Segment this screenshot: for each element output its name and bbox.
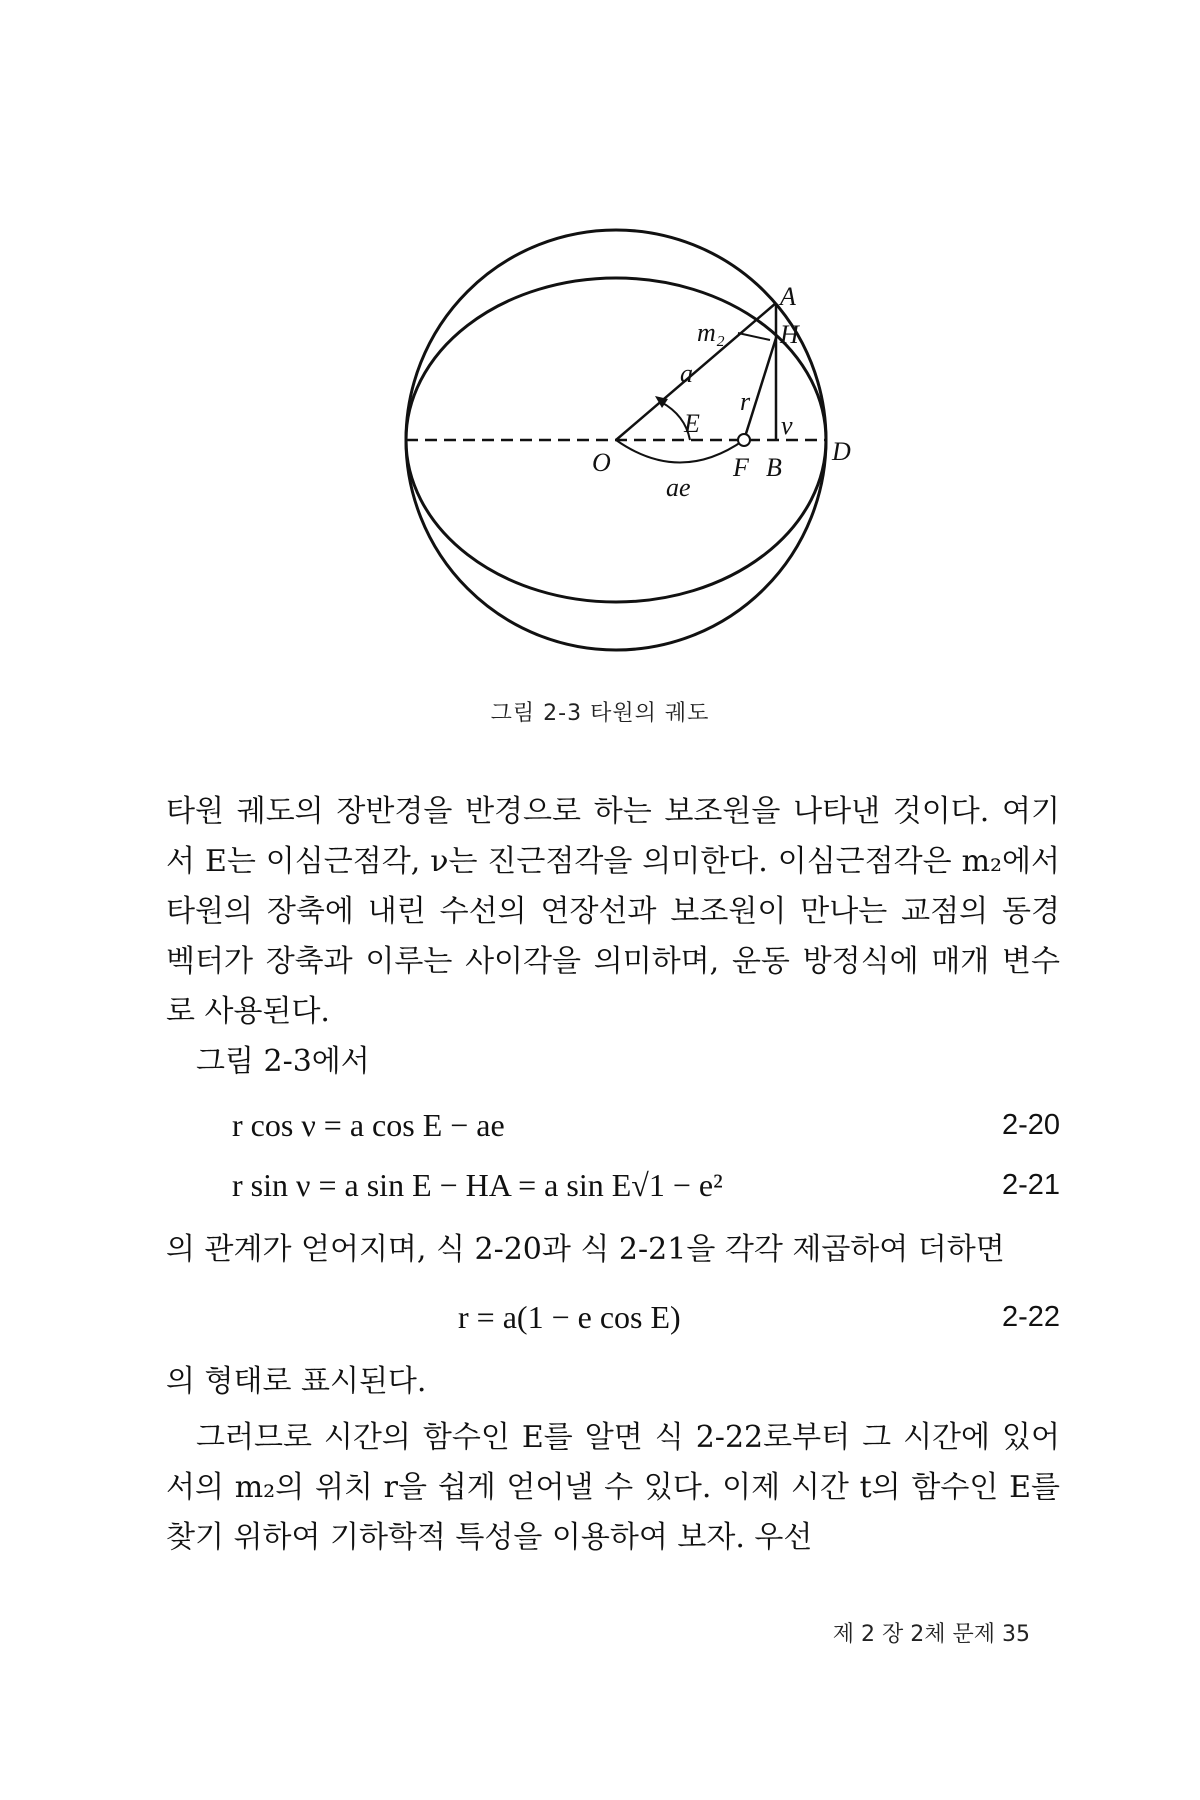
label-a-point: A <box>780 282 796 311</box>
paragraph-5: 그러므로 시간의 함수인 E를 알면 식 2-22로부터 그 시간에 있어서의 m₂의 위치 r을 쉽게 얻어낼 수 있다. 이제 시간 t의 함수인 E를 찾기 위하여 기하학적 특성을 이용하여 보자. 우선 <box>166 1420 1060 1555</box>
label-f: F <box>733 453 749 482</box>
equation-expr: r cos ν = a cos E − ae <box>232 1107 505 1143</box>
label-m2: m₂ <box>697 318 725 347</box>
paragraph-2: 그림 2-3에서 <box>196 1044 370 1079</box>
m2-pointer <box>738 333 770 340</box>
paragraph-1: 타원 궤도의 장반경을 반경으로 하는 보조원을 나타낸 것이다. 여기서 E는 이심근점각, ν는 진근점각을 의미한다. 이심근점각은 m₂에서 타원의 장축에 내린 수선의 연장선과 보조원이 만나는 교점의 동경 벡터가 장축과 이루는 사이각을 의미하며, 운동 방정식에 매개 변수로 사용된다. <box>166 794 1060 1029</box>
label-h: H <box>780 320 799 349</box>
paragraph-4: 의 형태로 표시된다. <box>166 1364 427 1399</box>
equation-number: 2-22 <box>1001 1301 1060 1333</box>
label-b: B <box>766 453 782 482</box>
paragraph-3: 의 관계가 얻어지며, 식 2-20과 식 2-21을 각각 제곱하여 더하면 <box>166 1232 1005 1267</box>
equation-number: 2-20 <box>1001 1109 1060 1141</box>
equation-2-22 <box>166 1292 1060 1342</box>
equation-expr: r sin ν = a sin E − HA = a sin E√1 − e² <box>232 1167 723 1203</box>
equation-2-20 <box>166 1100 1060 1150</box>
focus-f <box>738 434 750 446</box>
ae-arc <box>616 440 744 463</box>
label-a-radius: a <box>680 359 693 388</box>
label-nu: ν <box>781 411 793 440</box>
equation-2-21 <box>166 1160 1060 1210</box>
label-o: O <box>592 448 611 477</box>
label-d: D <box>832 437 851 466</box>
label-e-angle: E <box>684 409 700 438</box>
page-footer: 제 2 장 2체 문제 35 <box>832 1622 1030 1647</box>
equation-number: 2-21 <box>1001 1169 1060 1201</box>
figure-caption: 그림 2-3 타원의 궤도 <box>490 701 710 726</box>
label-ae: ae <box>666 473 691 502</box>
label-r: r <box>740 387 751 416</box>
orbit-figure <box>0 0 1200 800</box>
equation-expr: r = a(1 − e cos E) <box>458 1299 681 1335</box>
